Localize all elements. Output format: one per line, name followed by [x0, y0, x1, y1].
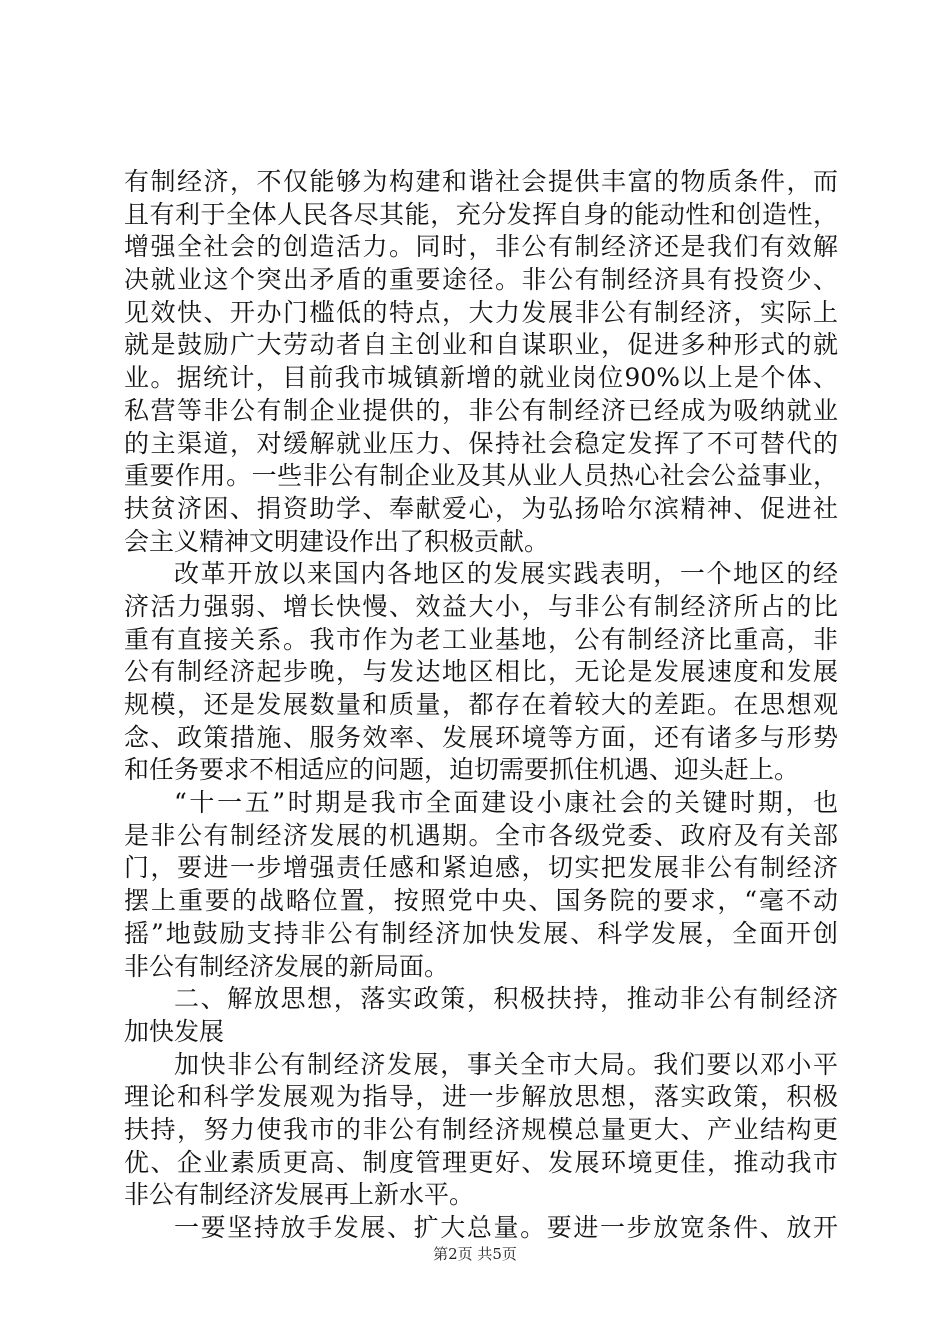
text-line: 会主义精神文明建设作出了积极贡献。	[124, 526, 550, 556]
text-line: 重有直接关系。我市作为老工业基地，公有制经济比重高，非	[124, 624, 838, 654]
text-line: 非公有制经济发展的新局面。	[124, 951, 450, 981]
document-body	[124, 166, 838, 1245]
text-line: 加快非公有制经济发展，事关全市大局。我们要以邓小平	[174, 1049, 838, 1079]
text-line: 是非公有制经济发展的机遇期。全市各级党委、政府及有关部	[124, 820, 838, 850]
text-line: 加快发展	[124, 1016, 225, 1046]
text-line: 改革开放以来国内各地区的发展实践表明，一个地区的经	[174, 559, 838, 589]
text-line: 私营等非公有制企业提供的，非公有制经济已经成为吸纳就业	[124, 395, 838, 425]
text-line: 优、企业素质更高、制度管理更好、发展环境更佳，推动我市	[124, 1147, 838, 1177]
text-line: 摇”地鼓励支持非公有制经济加快发展、科学发展，全面开创	[124, 918, 838, 948]
text-line: 二、解放思想，落实政策，积极扶持，推动非公有制经济	[174, 984, 838, 1014]
text-line: 增强全社会的创造活力。同时，非公有制经济还是我们有效解	[124, 232, 838, 262]
text-line: 和任务要求不相适应的问题，迫切需要抓住机遇、迎头赶上。	[124, 755, 800, 785]
paragraph	[124, 1049, 838, 1212]
section-heading	[124, 983, 838, 1048]
text-line: 摆上重要的战略位置，按照党中央、国务院的要求，“毫不动	[124, 886, 838, 916]
text-line: 见效快、开办门槛低的特点，大力发展非公有制经济，实际上	[124, 297, 838, 327]
text-line: 非公有制经济发展再上新水平。	[124, 1180, 475, 1210]
text-line: 就是鼓励广大劳动者自主创业和自谋职业，促进多种形式的就	[124, 330, 838, 360]
text-line: 重要作用。一些非公有制企业及其从业人员热心社会公益事业，	[124, 461, 838, 491]
text-line: 的主渠道，对缓解就业压力、保持社会稳定发挥了不可替代的	[124, 428, 838, 458]
text-line: 一要坚持放手发展、扩大总量。要进一步放宽条件、放开	[174, 1213, 838, 1242]
text-line: “十一五”时期是我市全面建设小康社会的关键时期，也	[174, 788, 838, 818]
text-line: 规模，还是发展数量和质量，都存在着较大的差距。在思想观	[124, 690, 838, 719]
page-number-footer: 第2页 共5页	[433, 1245, 517, 1263]
paragraph	[124, 166, 838, 558]
text-line: 济活力强弱、增长快慢、效益大小，与非公有制经济所占的比	[124, 591, 838, 621]
paragraph	[124, 558, 838, 787]
text-line: 公有制经济起步晚，与发达地区相比，无论是发展速度和发展	[124, 657, 838, 687]
text-line: 有制经济，不仅能够为构建和谐社会提供丰富的物质条件，而	[124, 167, 838, 196]
text-line: 业。据统计，目前我市城镇新增的就业岗位90%以上是个体、	[124, 363, 838, 393]
text-line: 门，要进一步增强责任感和紧迫感，切实把发展非公有制经济	[124, 853, 838, 883]
paragraph	[124, 787, 838, 983]
text-line: 扶贫济困、捐资助学、奉献爱心，为弘扬哈尔滨精神、促进社	[124, 493, 838, 523]
text-line: 决就业这个突出矛盾的重要途径。非公有制经济具有投资少、	[124, 265, 838, 295]
paragraph	[124, 1212, 838, 1245]
text-line: 理论和科学发展观为指导，进一步解放思想，落实政策，积极	[124, 1082, 838, 1112]
text-line: 扶持，努力使我市的非公有制经济规模总量更大、产业结构更	[124, 1114, 838, 1144]
text-line: 念、政策措施、服务效率、发展环境等方面，还有诸多与形势	[124, 722, 838, 752]
text-line: 且有利于全体人民各尽其能，充分发挥自身的能动性和创造性，	[124, 199, 838, 229]
